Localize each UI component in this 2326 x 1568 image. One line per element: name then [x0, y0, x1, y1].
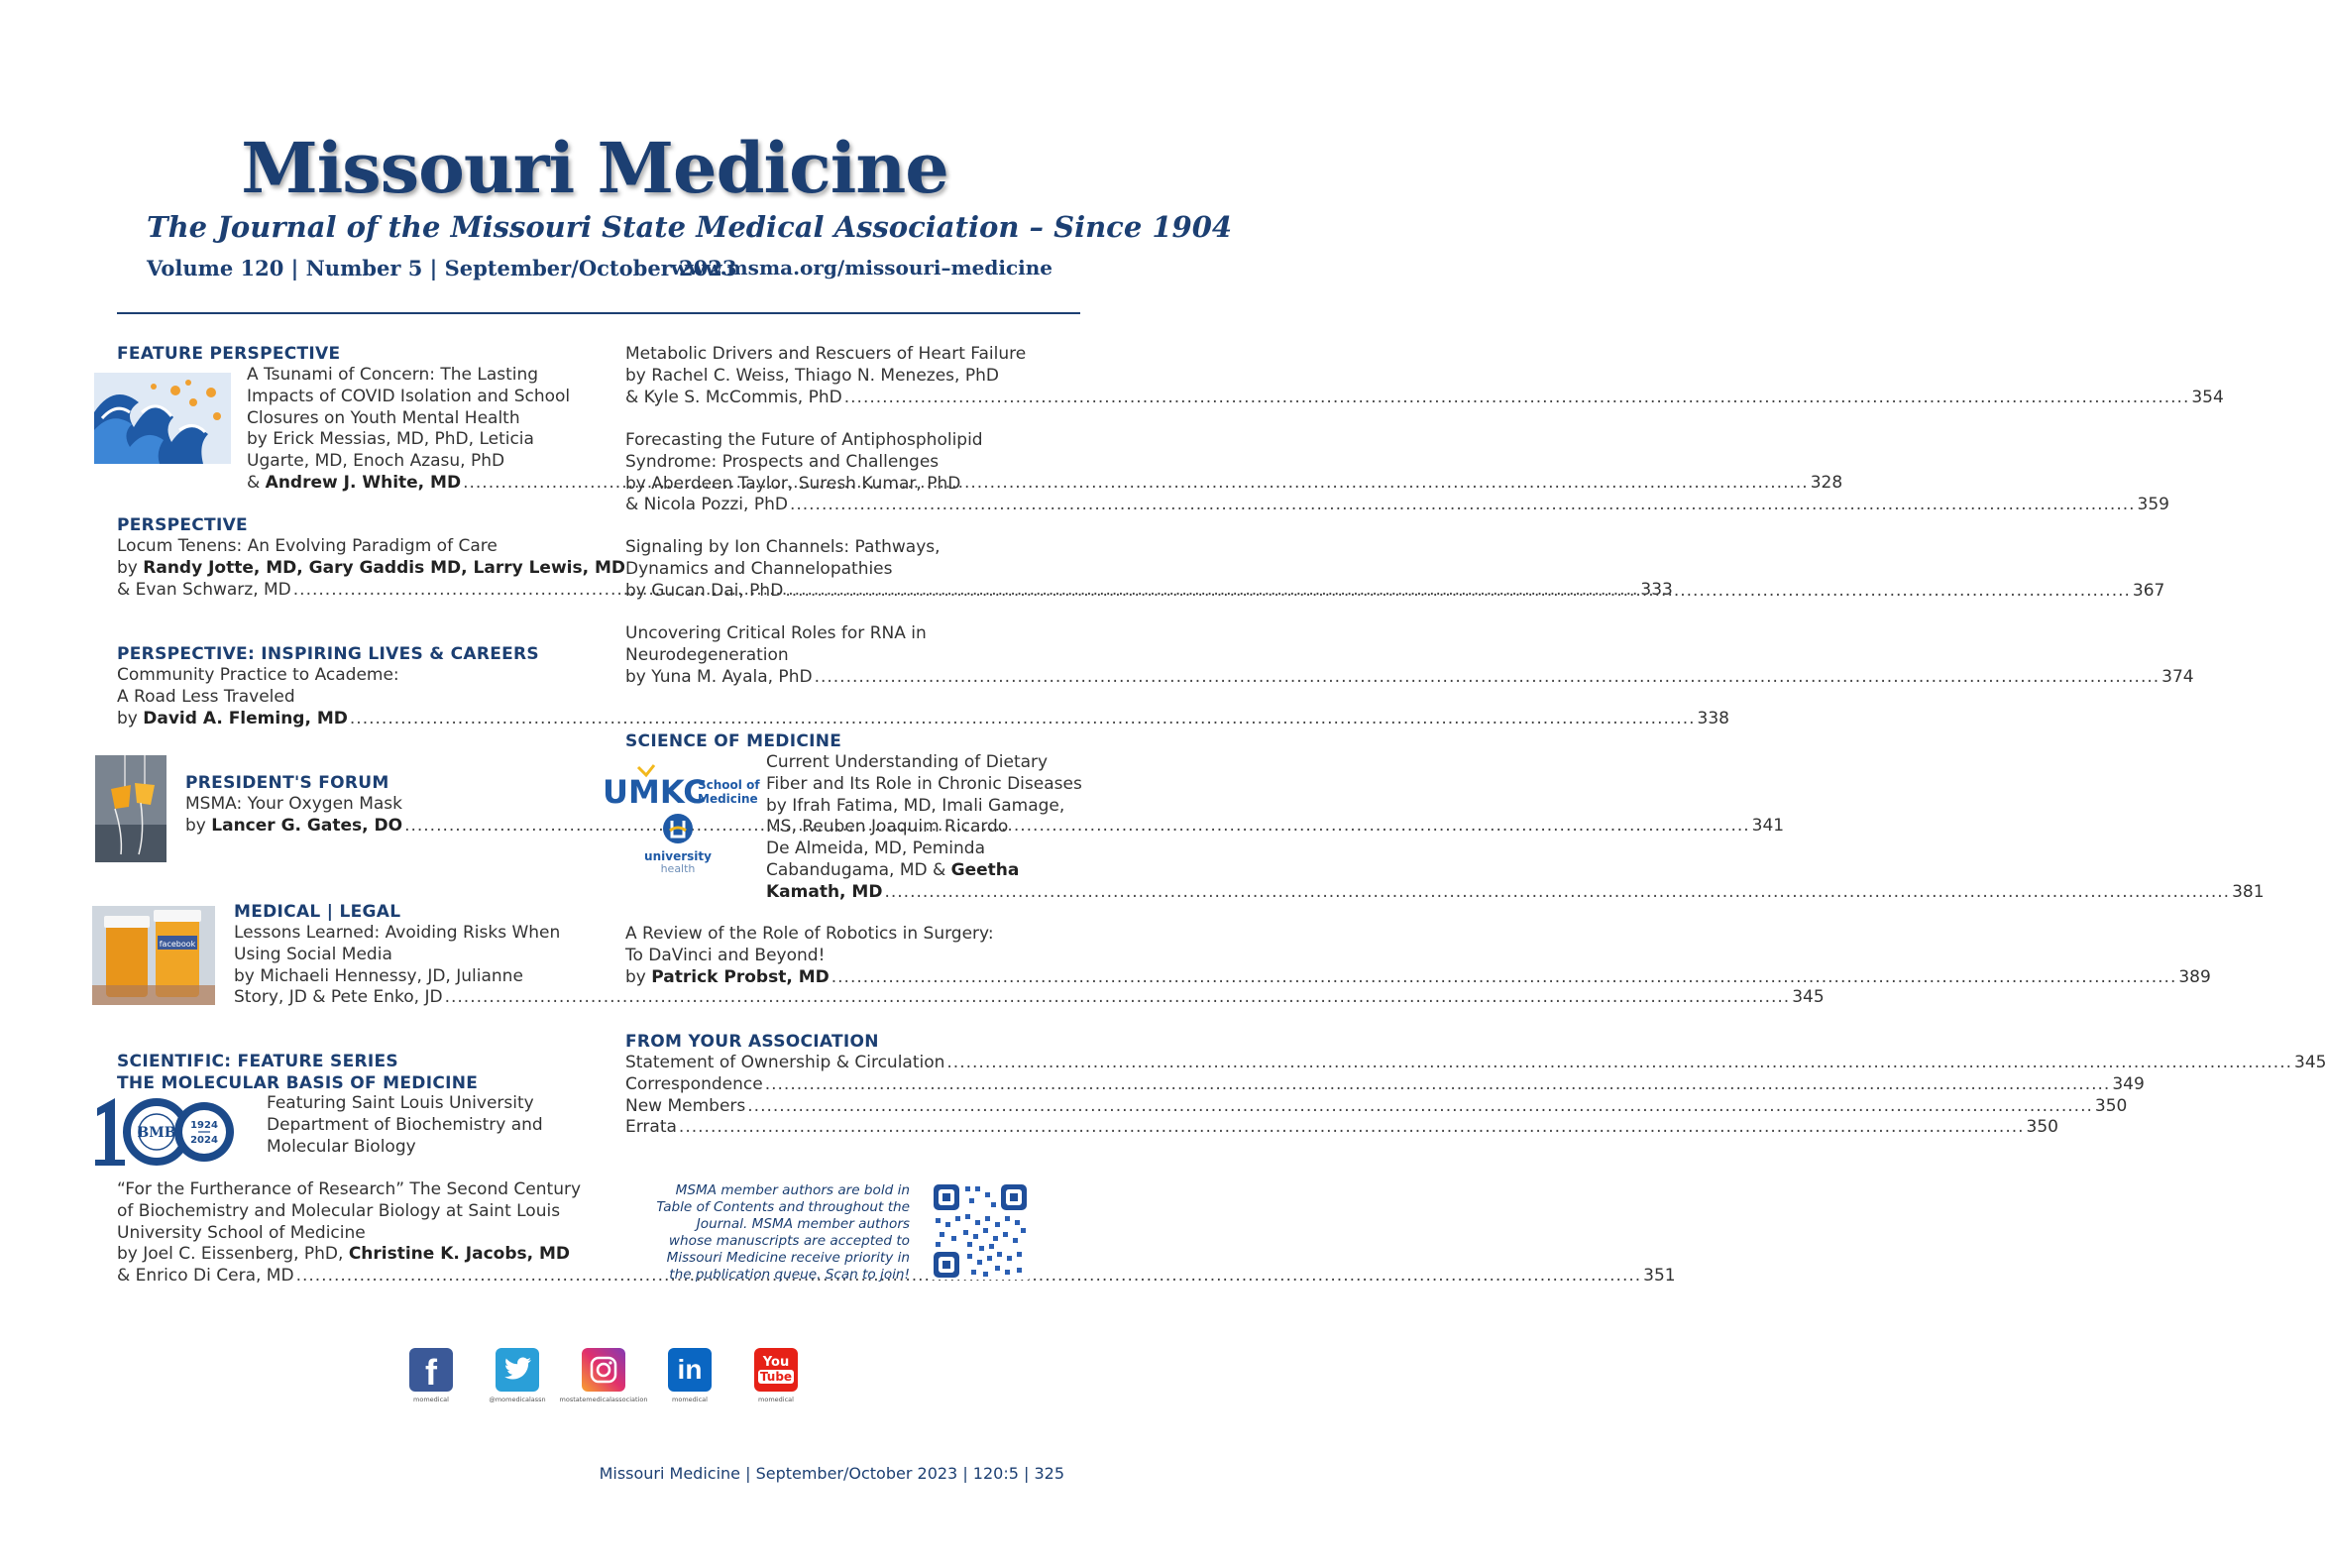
- journal-title: Missouri Medicine: [241, 127, 948, 209]
- entry-line: & Nicola Pozzi, PhD: [625, 495, 788, 515]
- leader-dots: [785, 581, 2131, 603]
- social-linkedin[interactable]: [645, 1348, 734, 1403]
- entry-line: Department of Biochemistry and: [267, 1114, 543, 1135]
- member-author-note: MSMA member authors are bold in Table of Contents and throughout the Journal. MSMA member authors whose manuscripts are accepted to Missouri Medicine receive priority in the publication queue. Scan to join!: [656, 1182, 910, 1283]
- issue-info: Volume 120 | Number 5 | September/October 2023: [147, 256, 737, 280]
- entry-line: Molecular Biology: [267, 1136, 416, 1157]
- oxygen-mask-image: [95, 755, 166, 862]
- entry-line: by Joel C. Eissenberg, PhD,: [117, 1244, 349, 1265]
- leader-dots: [790, 495, 2136, 516]
- tsunami-wave-image: [94, 373, 231, 464]
- member-author: Kamath, MD: [766, 881, 883, 902]
- member-author: Andrew J. White, MD: [265, 472, 462, 493]
- journal-subtitle: The Journal of the Missouri State Medical Association – Since 1904: [147, 210, 1233, 244]
- leader-dots: [445, 987, 1791, 1009]
- entry-line: Syndrome: Prospects and Challenges: [625, 451, 940, 472]
- page-number: 345: [1792, 987, 1825, 1008]
- social-handle: @momedicalassn: [489, 1396, 546, 1403]
- umkc-university-health-logo: [601, 765, 760, 876]
- entry-line: by Michaeli Hennessy, JD, Julianne: [234, 965, 523, 986]
- scientific-feature-series-heading: [117, 1051, 583, 1094]
- twitter-icon[interactable]: [496, 1348, 539, 1392]
- entry-line: New Members: [625, 1095, 746, 1116]
- svg-text:university: university: [644, 849, 712, 863]
- entry-line: Signaling by Ion Channels: Pathways,: [625, 537, 941, 557]
- page-number: 341: [1751, 815, 1785, 836]
- page-number: 374: [2161, 666, 2194, 687]
- entry-line: De Almeida, MD, Peminda: [766, 839, 985, 859]
- entry-line: Correspondence: [625, 1073, 763, 1094]
- entry-line: by Yuna M. Ayala, PhD: [625, 666, 813, 687]
- entry-line: & Enrico Di Cera, MD: [117, 1266, 294, 1287]
- page-number: 359: [2137, 495, 2169, 515]
- social-media-pill-bottle-image: [92, 906, 215, 1005]
- entry-line: MSMA: Your Oxygen Mask: [185, 794, 402, 814]
- entry-line: Cabandugama, MD &: [766, 859, 951, 880]
- header-divider: [117, 312, 1080, 314]
- section-heading: FROM YOUR ASSOCIATION: [625, 1032, 879, 1052]
- qr-code-icon[interactable]: [932, 1182, 1029, 1280]
- entry-line: by Gucan Dai, PhD: [625, 580, 784, 601]
- section-heading: SCIENTIFIC: FEATURE SERIES: [117, 1052, 398, 1071]
- member-author: Patrick Probst, MD: [651, 966, 830, 987]
- entry-line: A Tsunami of Concern: The Lasting: [247, 365, 539, 385]
- facebook-icon[interactable]: f: [409, 1348, 453, 1392]
- instagram-icon[interactable]: [582, 1348, 625, 1392]
- entry-line: Current Understanding of Dietary: [766, 752, 1049, 772]
- social-youtube[interactable]: [731, 1348, 821, 1403]
- social-handle: mostatemedicalassociation: [559, 1396, 648, 1403]
- social-handle: momedical: [672, 1396, 708, 1403]
- entry-line: “For the Furtherance of Research” The Second Century: [117, 1179, 582, 1199]
- toc-entry-correspondence[interactable]: [625, 1073, 2145, 1096]
- entry-line: by: [117, 557, 144, 578]
- journal-url[interactable]: www.msma.org/missouri–medicine: [670, 256, 1052, 280]
- toc-entry-robotics-surgery[interactable]: [625, 924, 2211, 988]
- youtube-icon[interactable]: You Tube: [754, 1348, 798, 1392]
- entry-line: Ugarte, MD, Enoch Azasu, PhD: [247, 451, 505, 472]
- svg-text:2024: 2024: [190, 1135, 218, 1146]
- leader-dots: [831, 967, 2177, 989]
- page-number: 350: [2026, 1117, 2058, 1138]
- social-handle: momedical: [413, 1396, 449, 1403]
- leader-dots: [844, 388, 2190, 409]
- entry-line: Lessons Learned: Avoiding Risks When: [234, 923, 561, 943]
- social-instagram[interactable]: [559, 1348, 648, 1403]
- entry-line: Fiber and Its Role in Chronic Diseases: [766, 773, 1082, 794]
- entry-line: by Erick Messias, MD, PhD, Leticia: [247, 429, 534, 450]
- entry-line: by: [185, 815, 212, 836]
- science-of-medicine-heading: [625, 730, 841, 752]
- entry-line: To DaVinci and Beyond!: [625, 945, 826, 965]
- entry-line: Locum Tenens: An Evolving Paradigm of Care: [117, 536, 498, 556]
- entry-line: Errata: [625, 1117, 677, 1138]
- entry-line: Impacts of COVID Isolation and School: [247, 386, 571, 406]
- entry-line: MS, Reuben Joaquim Ricardo: [766, 817, 1009, 838]
- entry-line: by: [117, 708, 144, 728]
- page-number: 367: [2132, 580, 2165, 601]
- svg-text:School of: School of: [698, 778, 760, 792]
- leader-dots: [350, 709, 1696, 730]
- leader-dots: [946, 1053, 2292, 1074]
- entry-line: of Biochemistry and Molecular Biology at Saint Louis: [117, 1200, 561, 1221]
- section-heading: PRESIDENT'S FORUM: [185, 773, 389, 793]
- entry-line: Uncovering Critical Roles for RNA in: [625, 623, 927, 643]
- leader-dots: [884, 882, 2230, 904]
- svg-text:1924: 1924: [190, 1120, 218, 1131]
- section-heading: PERSPECTIVE: INSPIRING LIVES & CAREERS: [117, 644, 539, 664]
- masthead: [0, 127, 1189, 210]
- entry-line: by Aberdeen Taylor, Suresh Kumar, PhD: [625, 473, 961, 494]
- page-number: 333: [1640, 579, 1673, 600]
- page-number: 351: [1643, 1266, 1676, 1287]
- entry-line: & Kyle S. McCommis, PhD: [625, 387, 842, 407]
- entry-line: Closures on Youth Mental Health: [247, 407, 520, 428]
- page-number: 350: [2094, 1095, 2128, 1116]
- entry-line: Community Practice to Academe:: [117, 665, 399, 685]
- page-number: 338: [1697, 708, 1729, 728]
- entry-line: Dynamics and Channelopathies: [625, 558, 893, 579]
- entry-line: Using Social Media: [234, 944, 392, 964]
- page-number: 354: [2191, 387, 2224, 407]
- section-subheading: THE MOLECULAR BASIS OF MEDICINE: [117, 1073, 479, 1093]
- social-twitter[interactable]: [473, 1348, 562, 1403]
- entry-line: by Rachel C. Weiss, Thiago N. Menezes, PhD: [625, 365, 999, 386]
- entry-line: University School of Medicine: [117, 1222, 366, 1243]
- section-heading: PERSPECTIVE: [117, 515, 248, 535]
- svg-text:health: health: [660, 862, 696, 875]
- entry-line: Neurodegeneration: [625, 644, 789, 665]
- entry-line: &: [247, 472, 266, 493]
- bmb-100-logo: [93, 1094, 240, 1168]
- entry-line: Forecasting the Future of Antiphospholipid: [625, 430, 983, 450]
- entry-line: Metabolic Drivers and Rescuers of Heart Failure: [625, 344, 1027, 364]
- toc-entry-errata[interactable]: [625, 1117, 2058, 1139]
- toc-entry-metabolic-drivers[interactable]: [625, 344, 2224, 408]
- page-number: 345: [2294, 1053, 2326, 1072]
- member-author: Christine K. Jacobs, MD: [348, 1244, 571, 1265]
- svg-text:BMB: BMB: [137, 1125, 176, 1141]
- entry-line: by Ifrah Fatima, MD, Imali Gamage,: [766, 795, 1065, 816]
- section-heading: MEDICAL | LEGAL: [234, 902, 401, 922]
- feature-perspective-section: [117, 343, 340, 365]
- member-author: Lancer G. Gates, DO: [211, 815, 403, 836]
- entry-line: A Road Less Traveled: [117, 686, 295, 707]
- page-number: 381: [2232, 881, 2265, 902]
- toc-entry-new-members[interactable]: [625, 1095, 2128, 1118]
- leader-dots: [679, 1117, 2025, 1139]
- linkedin-icon[interactable]: in: [668, 1348, 712, 1392]
- entry-line: A Review of the Role of Robotics in Surgery:: [625, 924, 994, 944]
- leader-dots: [765, 1074, 2111, 1096]
- entry-line: Featuring Saint Louis University: [267, 1093, 534, 1113]
- leader-dots: [747, 1096, 2093, 1118]
- section-heading: SCIENCE OF MEDICINE: [625, 731, 842, 751]
- entry-line: Statement of Ownership & Circulation: [625, 1053, 945, 1072]
- entry-line: & Evan Schwarz, MD: [117, 579, 291, 600]
- social-facebook[interactable]: [387, 1348, 476, 1403]
- svg-text:facebook: facebook: [159, 940, 196, 949]
- toc-entry-rna-neurodegeneration[interactable]: [625, 623, 2194, 688]
- toc-entry-slu-biochemistry[interactable]: [267, 1093, 584, 1158]
- toc-entry-ownership[interactable]: [625, 1053, 2326, 1074]
- member-author: Randy Jotte, MD, Gary Gaddis MD, Larry Lewis, MD: [143, 557, 625, 578]
- page-number: 389: [2178, 966, 2211, 987]
- entry-line: Story, JD & Pete Enko, JD: [234, 987, 443, 1008]
- page-number: 349: [2112, 1073, 2145, 1094]
- section-heading: FEATURE PERSPECTIVE: [117, 344, 341, 364]
- page-number: 328: [1810, 472, 1843, 493]
- svg-text:Medicine: Medicine: [698, 792, 758, 806]
- from-your-association-section: [625, 1031, 2326, 1139]
- svg-text:UMKC: UMKC: [603, 773, 707, 811]
- entry-line: by: [625, 966, 652, 987]
- social-handle: momedical: [758, 1396, 794, 1403]
- page-footer: Missouri Medicine | September/October 2023 | 120:5 | 325: [599, 1464, 1064, 1483]
- member-author: David A. Fleming, MD: [143, 708, 348, 728]
- leader-dots: [815, 667, 2160, 689]
- member-author: Geetha: [950, 859, 1020, 880]
